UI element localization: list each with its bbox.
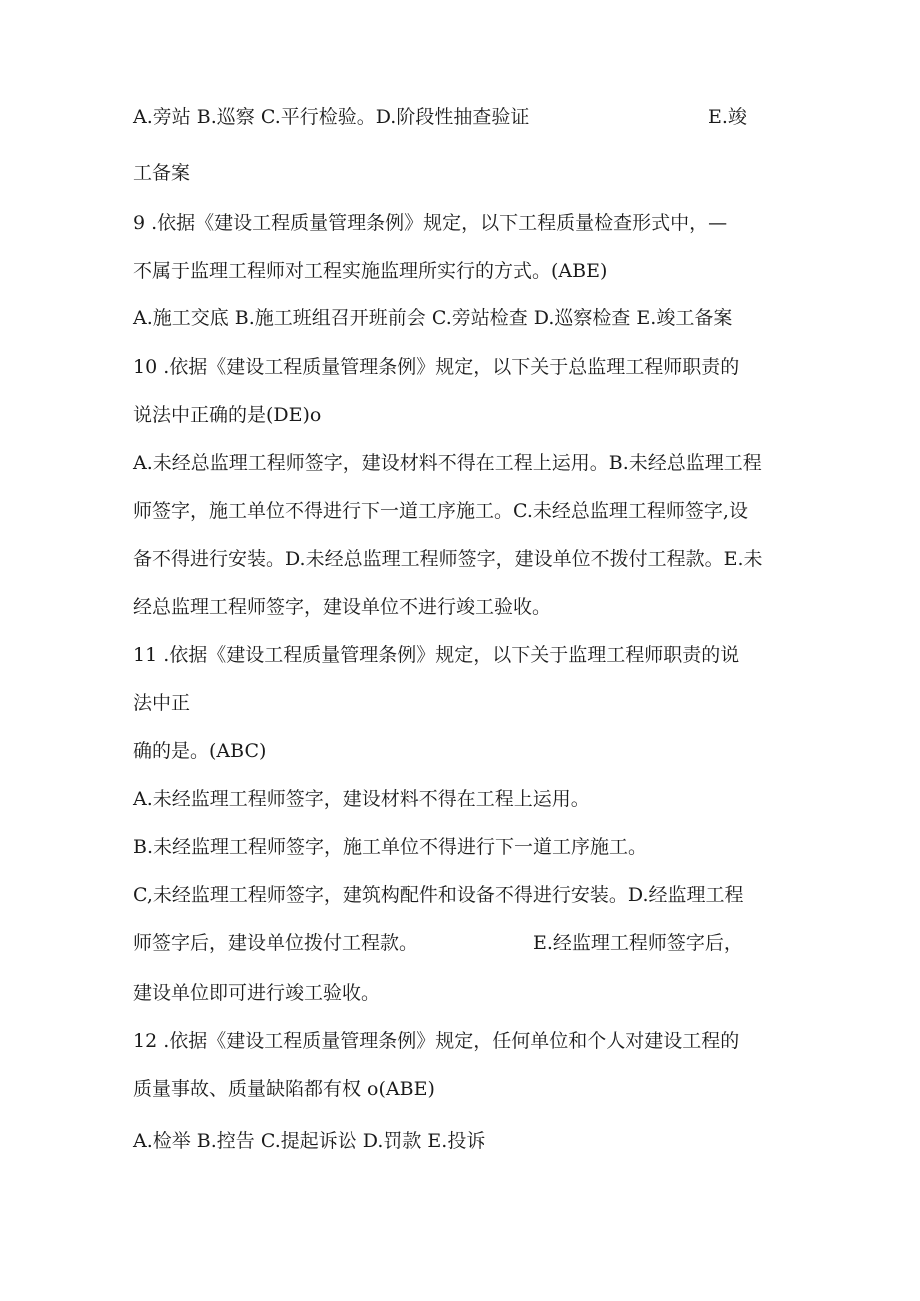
options-line: A.检举 B.控告 C.提起诉讼 D.罚款 E.投诉 [133, 1130, 486, 1152]
question-12-line: 12 .依据《建设工程质量管理条例》规定，任何单位和个人对建设工程的 [133, 1030, 740, 1052]
text-line-tail: E.竣 [708, 106, 747, 128]
text-line: 质量事故、质量缺陷都有权 o(ABE) [133, 1078, 435, 1100]
options-line: 备不得进行安装。D.未经总监理工程师签字，建设单位不拨付工程款。E.未 [133, 548, 763, 570]
text-line: A.旁站 B.巡察 C.平行检验。D.阶段性抽查验证 [133, 106, 530, 128]
options-line: B.未经监理工程师签字，施工单位不得进行下一道工序施工。 [133, 836, 648, 858]
options-line: A.未经监理工程师签字，建设材料不得在工程上运用。 [133, 788, 590, 810]
text-line: 法中正 [133, 692, 191, 714]
options-line: 建设单位即可进行竣工验收。 [133, 982, 381, 1004]
text-line: 不属于监理工程师对工程实施监理所实行的方式。(ABE) [133, 260, 608, 282]
options-line: 师签字，施工单位不得进行下一道工序施工。C.未经总监理工程师签字,设 [133, 500, 748, 522]
options-line: A.未经总监理工程师签字，建设材料不得在工程上运用。B.未经总监理工程 [133, 452, 762, 474]
options-line: C,未经监理工程师签字，建筑构配件和设备不得进行安装。D.经监理工程 [133, 884, 744, 906]
options-line: A.施工交底 B.施工班组召开班前会 C.旁站检查 D.巡察检查 E.竣工备案 [133, 307, 733, 329]
question-9-line: 9 .依据《建设工程质量管理条例》规定，以下工程质量检查形式中，— [133, 212, 728, 234]
text-line-tail: E.经监理工程师签字后， [533, 932, 743, 954]
question-10-line: 10 .依据《建设工程质量管理条例》规定，以下关于总监理工程师职责的 [133, 356, 740, 378]
question-11-line: 11 .依据《建设工程质量管理条例》规定，以下关于监理工程师职责的说 [133, 644, 740, 666]
text-line: 工备案 [133, 162, 191, 184]
options-line: 经总监理工程师签字，建设单位不进行竣工验收。 [133, 596, 552, 618]
text-line: 说法中正确的是(DE)o [133, 404, 322, 426]
text-line: 确的是。(ABC) [133, 740, 267, 762]
options-line: 师签字后，建设单位拨付工程款。 [133, 932, 419, 954]
